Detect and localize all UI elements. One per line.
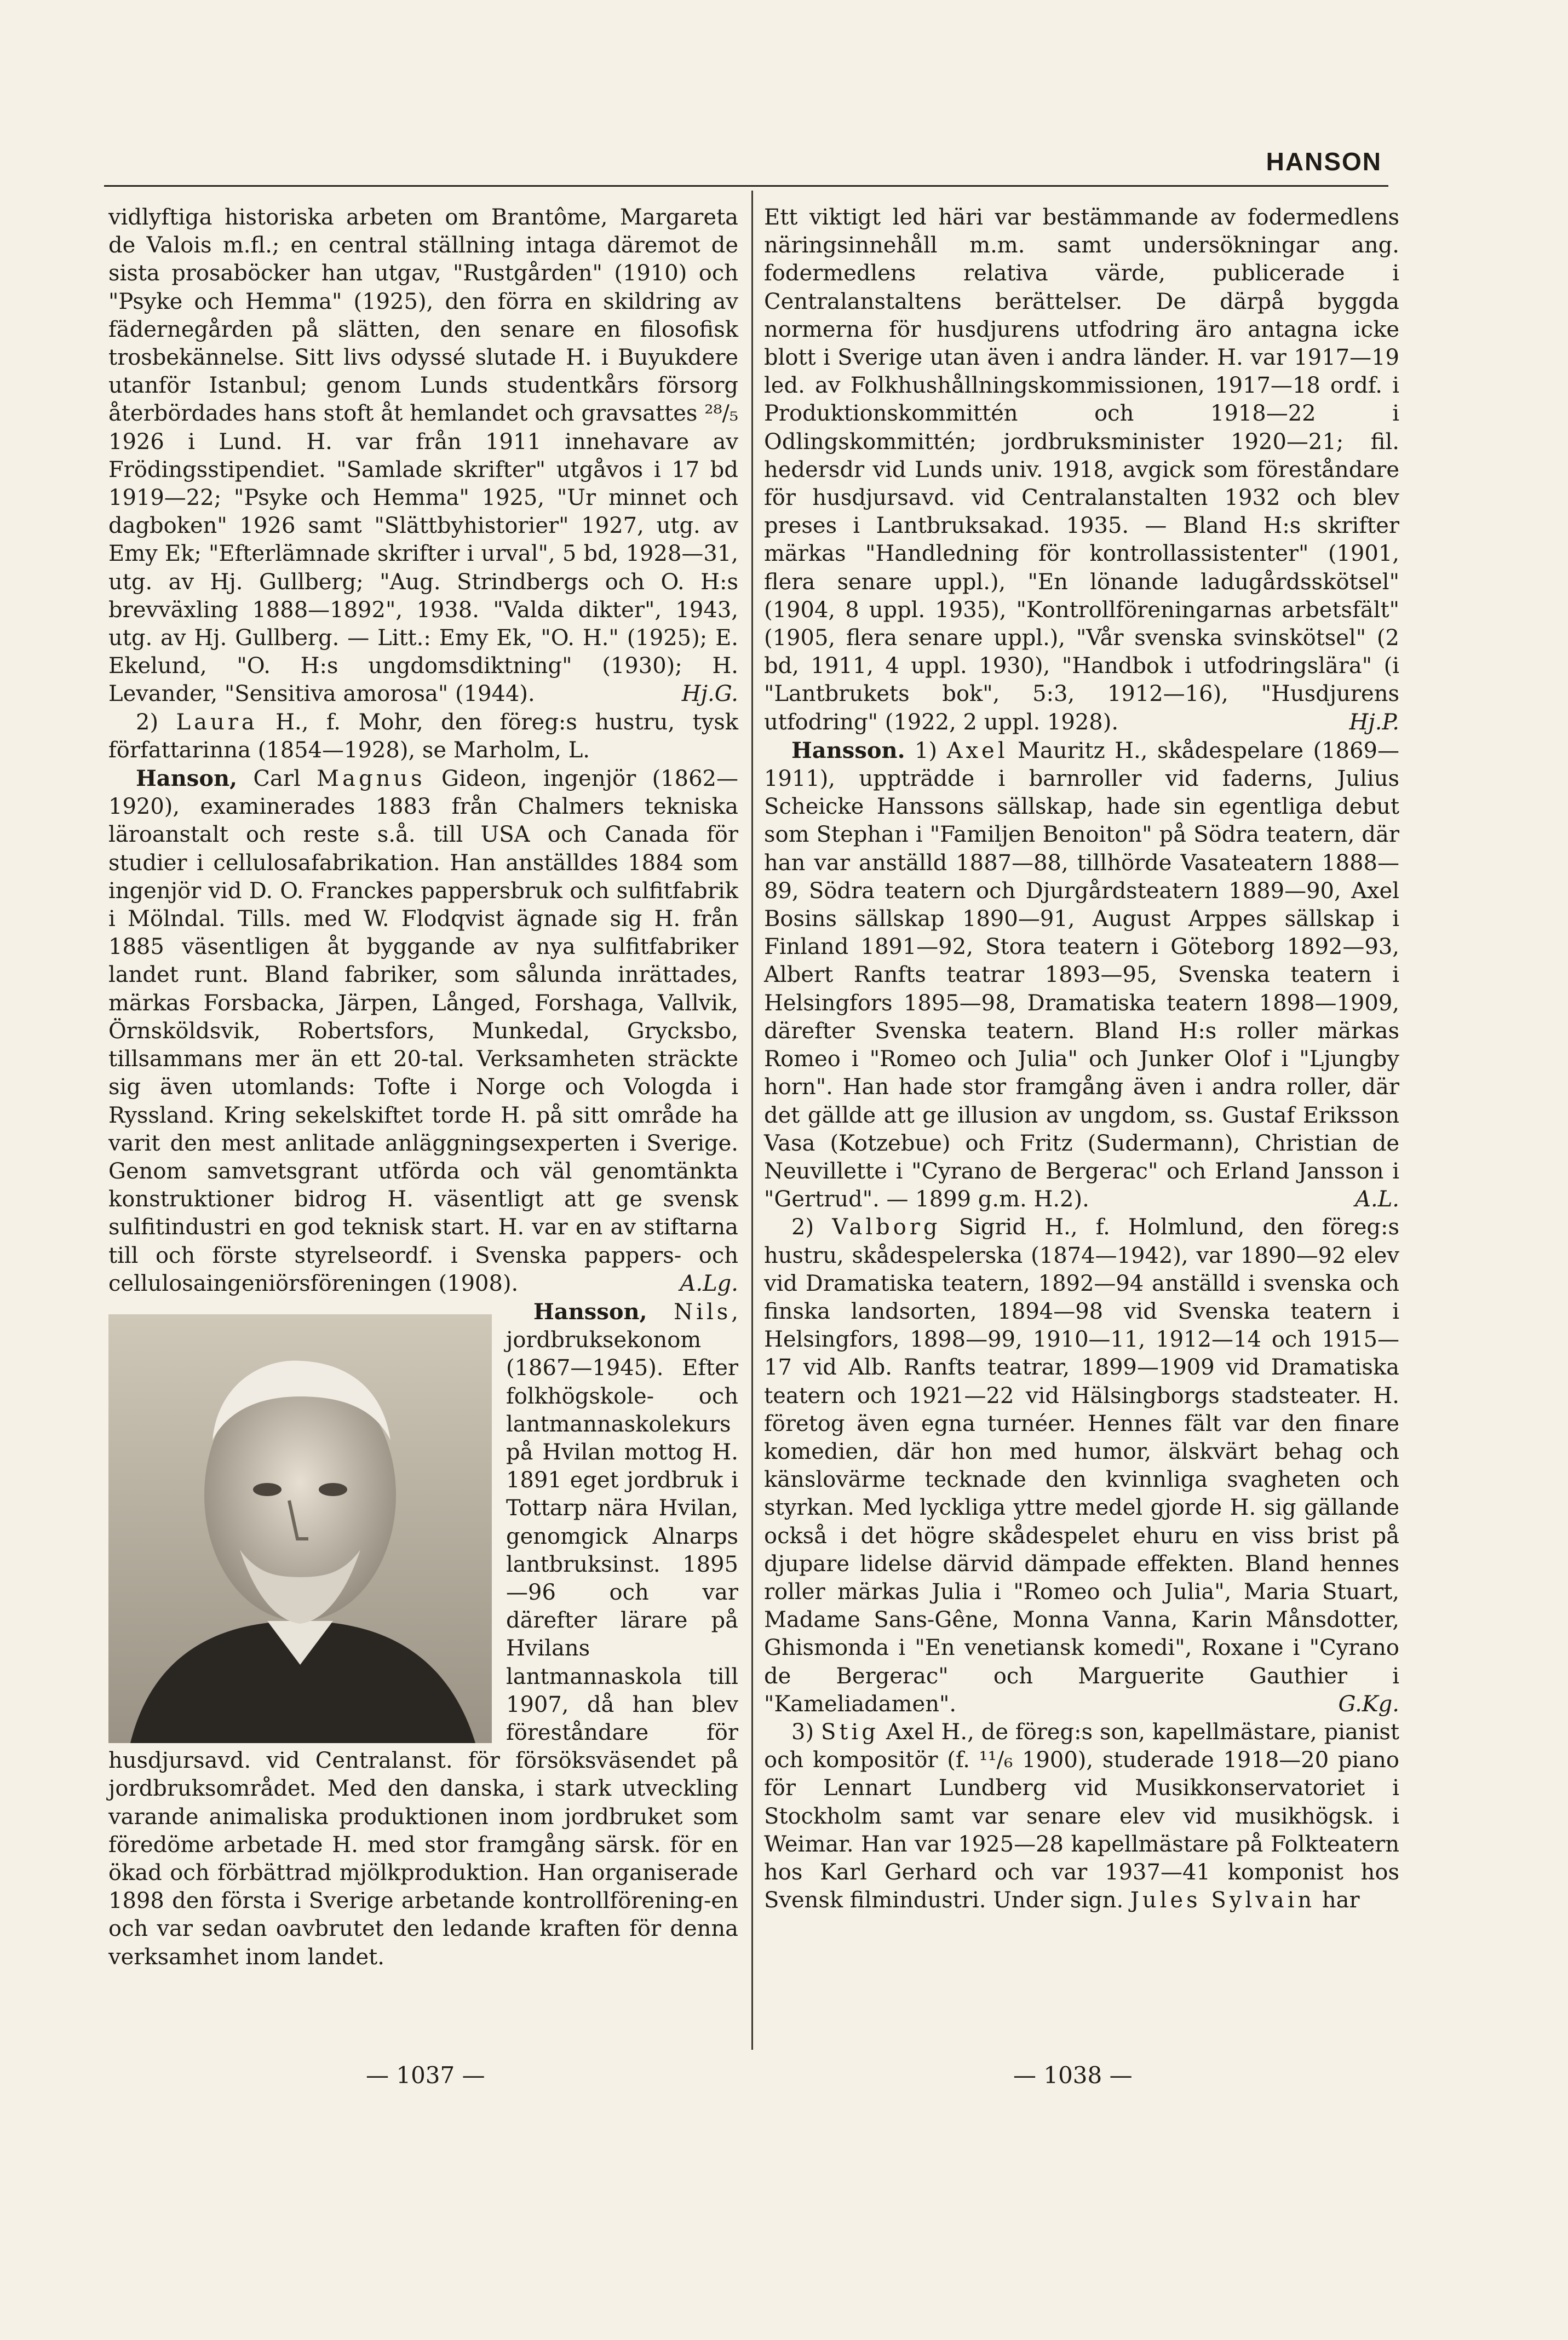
left-column	[108, 204, 738, 1971]
entry-text: Gideon, ingenjör (1862—1920), examinerades 1883 från Chalmers tekniska läroanstalt och reste s.å. till USA och Canada för studier i cellulosafabrikation. Han anställdes 1884 som ingenjör vid D. O. Franckes pappersbruk och sulfitfabrik i Mölndal. Tills. med W. Flodqvist ägnade sig H. från 1885 väsentligen åt byggande av nya sulfitfabriker landet runt. Bland fabriker, som sålunda inrättades, märkas Forsbacka, Järpen, Långed, Forshaga, Vallvik, Örnsköldsvik, Robertsfors, Munkedal, Grycksbo, tillsammans mer än ett 20-tal. Verksamheten sträckte sig även utomlands: Tofte i Norge och Vologda i Ryssland. Kring sekelskiftet torde H. på sitt område ha varit den mest anlitade anläggningsexperten i Sverige. Genom samvetsgrant utförda och väl genomtänkta konstruktioner bidrog H. väsentligt att ge svensk sulfitindustri en god teknisk start. H. var en av stiftarna till och förste styrelseordf. i Svenska pappers- och cellulosaingeniörsföreningen (1908).	[108, 766, 738, 1296]
entry-text: har	[1322, 1888, 1360, 1913]
author-signature: A.Lg.	[680, 1270, 738, 1296]
entry-number: 3)	[791, 1719, 814, 1745]
entry-stig	[764, 1718, 1399, 1914]
headword: Hansson.	[791, 737, 905, 763]
page-number-right: — 1038 —	[1013, 2062, 1133, 2089]
portrait-photo	[108, 1314, 492, 1743]
entry-number: 1)	[915, 738, 938, 763]
entry-axel-mauritz	[764, 737, 1399, 1214]
entry-text: Mauritz H., skådespelare (1869—1911), uppträdde i barnroller vid faderns, Julius Scheicke Hanssons sällskap, hade sin egentliga debut som Stephan i "Familjen Benoiton" på Södra teatern, där han var anställd 1887—88, tillhörde Vasateatern 1888—89, Södra teatern och Djurgårdsteatern 1889—90, Axel Bosins sällskap 1890—91, August Arppes sällskap i Finland 1891—92, Stora teatern i Göteborg 1892—93, Albert Ranfts teatrar 1893—95, Svenska teatern i Helsingfors 1895—98, Dramatiska teatern 1898—1909, därefter Svenska teatern. Bland H:s roller märkas Romeo i "Romeo och Julia" och Junker Olof i "Ljungby horn". Han hade stor framgång även i andra roller, där det gällde att ge illusion av ungdom, ss. Gustaf Eriksson Vasa (Kotzebue) och Fritz (Sudermann), Christian de Neuvillette i "Cyrano de Bergerac" och Erland Jansson i "Gertrud". — 1899 g.m. H.2).	[764, 738, 1399, 1212]
entry-name: Carl	[253, 766, 301, 792]
entry-name: Valborg	[832, 1215, 941, 1240]
entry-text: H., f. Mohr, den föreg:s hustru, tysk författarinna (1854—1928), se Marholm, L.	[108, 709, 739, 763]
right-column	[764, 204, 1399, 1914]
entry-name: Magnus	[317, 766, 426, 792]
entry-continuation	[108, 204, 738, 709]
author-signature: Hj.P.	[1349, 709, 1399, 735]
entry-carl-magnus	[108, 764, 738, 1298]
entry-continuation	[764, 204, 1399, 737]
headword: Hanson,	[136, 766, 237, 792]
author-signature: Hj.G.	[681, 681, 738, 707]
author-signature: G.Kg.	[1338, 1691, 1399, 1717]
entry-valborg	[764, 1214, 1399, 1718]
entry-name: Stig	[820, 1719, 879, 1745]
entry-name: Axel	[946, 738, 1008, 763]
page-number-left: — 1037 —	[366, 2062, 485, 2089]
headword: Hansson,	[533, 1298, 647, 1325]
entry-text: vidlyftiga historiska arbeten om Brantôme, Margareta de Valois m.fl.; en central ställning intaga däremot de sista prosaböcker han utgav, "Rustgården" (1910) och "Psyke och Hemma" (1925), den förra en skildring av fädernegården på slätten, den senare en filosofisk trosbekännelse. Sitt livs odyssé slutade H. i Buyukdere utanför Istanbul; genom Lunds studentkårs försorg återbördades hans stoft åt hemlandet och gravsattes ²⁸/₅ 1926 i Lund. H. var från 1911 innehavare av Frödingsstipendiet. "Samlade skrifter" utgåvos i 17 bd 1919—22; "Psyke och Hemma" 1925, "Ur minnet och dagboken" 1926 samt "Slättbyhistorier" 1927, utg. av Emy Ek; "Efterlämnade skrifter i urval", 5 bd, 1928—31, utg. av Hj. Gullberg; "Aug. Strindbergs och O. H:s brevväxling 1888—1892", 1938. "Valda dikter", 1943, utg. av Hj. Gullberg. — Litt.: Emy Ek, "O. H." (1925); E. Ekelund, "O. H:s ungdomsdiktning" (1930); H. Levander, "Sensitiva amorosa" (1944).	[108, 205, 738, 707]
entry-laura	[108, 709, 738, 764]
entry-text: , jordbruksekonom (1867—1945). Efter folkhögskole- och lantmannaskolekurs på Hvilan mottog H. 1891 eget jordbruk i Tottarp nära Hvilan, genomgick Alnarps lantbruksinst. 1895—96 och var därefter lärare på Hvilans lantmannaskola till 1907, då han blev föreståndare för husdjursavd. vid Centralanst. för försöksväsendet på jordbruksområdet. Med den danska, i stark utveckling varande animaliska produktionen inom jordbruket som föredöme arbetade H. med stor framgång särsk. för en ökad och förbättrad mjölkproduktion. Han organiserade 1898 den första i Sverige arbetande kontrollförening-en och var sedan oavbrutet den ledande kraften för denna verksamhet inom landet.	[108, 1299, 738, 1970]
portrait-image	[108, 1314, 492, 1743]
pseudonym: Jules Sylvain	[1130, 1888, 1316, 1913]
column-divider	[751, 191, 753, 2050]
entry-name: Nils	[674, 1299, 732, 1325]
entry-name: Laura	[176, 709, 258, 735]
entry-number: 2)	[136, 709, 159, 735]
entry-text: Ett viktigt led häri var bestämmande av fodermedlens näringsinnehåll m.m. samt undersökningar ang. fodermedlens relativa värde, publicerade i Centralanstaltens berättelser. De därpå byggda normerna för husdjurens utfodring äro antagna icke blott i Sverige utan även i andra länder. H. var 1917—19 led. av Folkhushållningskommissionen, 1917—18 ordf. i Produktionskommittén och 1918—22 i Odlingskommittén; jordbruksminister 1920—21; fil. hedersdr vid Lunds univ. 1918, avgick som föreståndare för husdjursavd. vid Centralanstalten 1932 och blev preses i Lantbruksakad. 1935. — Bland H:s skrifter märkas "Handledning för kontrollassistenter" (1901, flera senare uppl.), "En lönande ladugårdsskötsel" (1904, 8 uppl. 1935), "Kontrollföreningarnas arbetsfält" (1905, flera senare uppl.), "Vår svenska svinskötsel" (2 bd, 1911, 4 uppl. 1930), "Handbok i utfodringslära" (i "Lantbrukets bok", 5:3, 1912—16), "Husdjurens utfodring" (1922, 2 uppl. 1928).	[764, 205, 1399, 735]
entry-nils	[108, 1298, 738, 1971]
running-head: HANSON	[1266, 147, 1382, 176]
entry-text: Sigrid H., f. Holmlund, den föreg:s hustru, skådespelerska (1874—1942), var 1890—92 elev vid Dramatiska teatern, 1892—94 anställd i svenska och finska landsorten, 1894—98 vid Svenska teatern i Helsingfors, 1898—99, 1910—11, 1912—14 och 1915—17 vid Alb. Ranfts teatrar, 1899—1909 vid Dramatiska teatern och 1921—22 vid Hälsingborgs stadsteater. H. företog även egna turnéer. Hennes fält var den finare komedien, där hon med humor, älskvärt behag och känslovärme tecknade den kvinnliga svagheten och styrkan. Med lyckliga yttre medel gjorde H. sig gällande också i det högre skådespelet ehuru en viss brist på djupare lidelse därvid dämpade effekten. Bland hennes roller märkas Julia i "Romeo och Julia", Maria Stuart, Madame Sans-Gêne, Monna Vanna, Karin Månsdotter, Ghismonda i "En venetiansk komedi", Roxane i "Cyrano de Bergerac" och Marguerite Gauthier i "Kameliadamen".	[764, 1215, 1400, 1717]
author-signature: A.L.	[1355, 1187, 1399, 1212]
entry-text: Axel H., de föreg:s son, kapellmästare, pianist och kompositör (f. ¹¹/₆ 1900), studerade 1918—20 piano för Lennart Lundberg vid Musikkonservatoriet i Stockholm samt var senare elev vid musikhögsk. i Weimar. Han var 1925—28 kapellmästare på Folkteatern hos Karl Gerhard och var 1937—41 komponist hos Svensk filmindustri. Under sign.	[764, 1719, 1399, 1913]
entry-number: 2)	[791, 1215, 814, 1240]
header-rule	[104, 185, 1388, 187]
